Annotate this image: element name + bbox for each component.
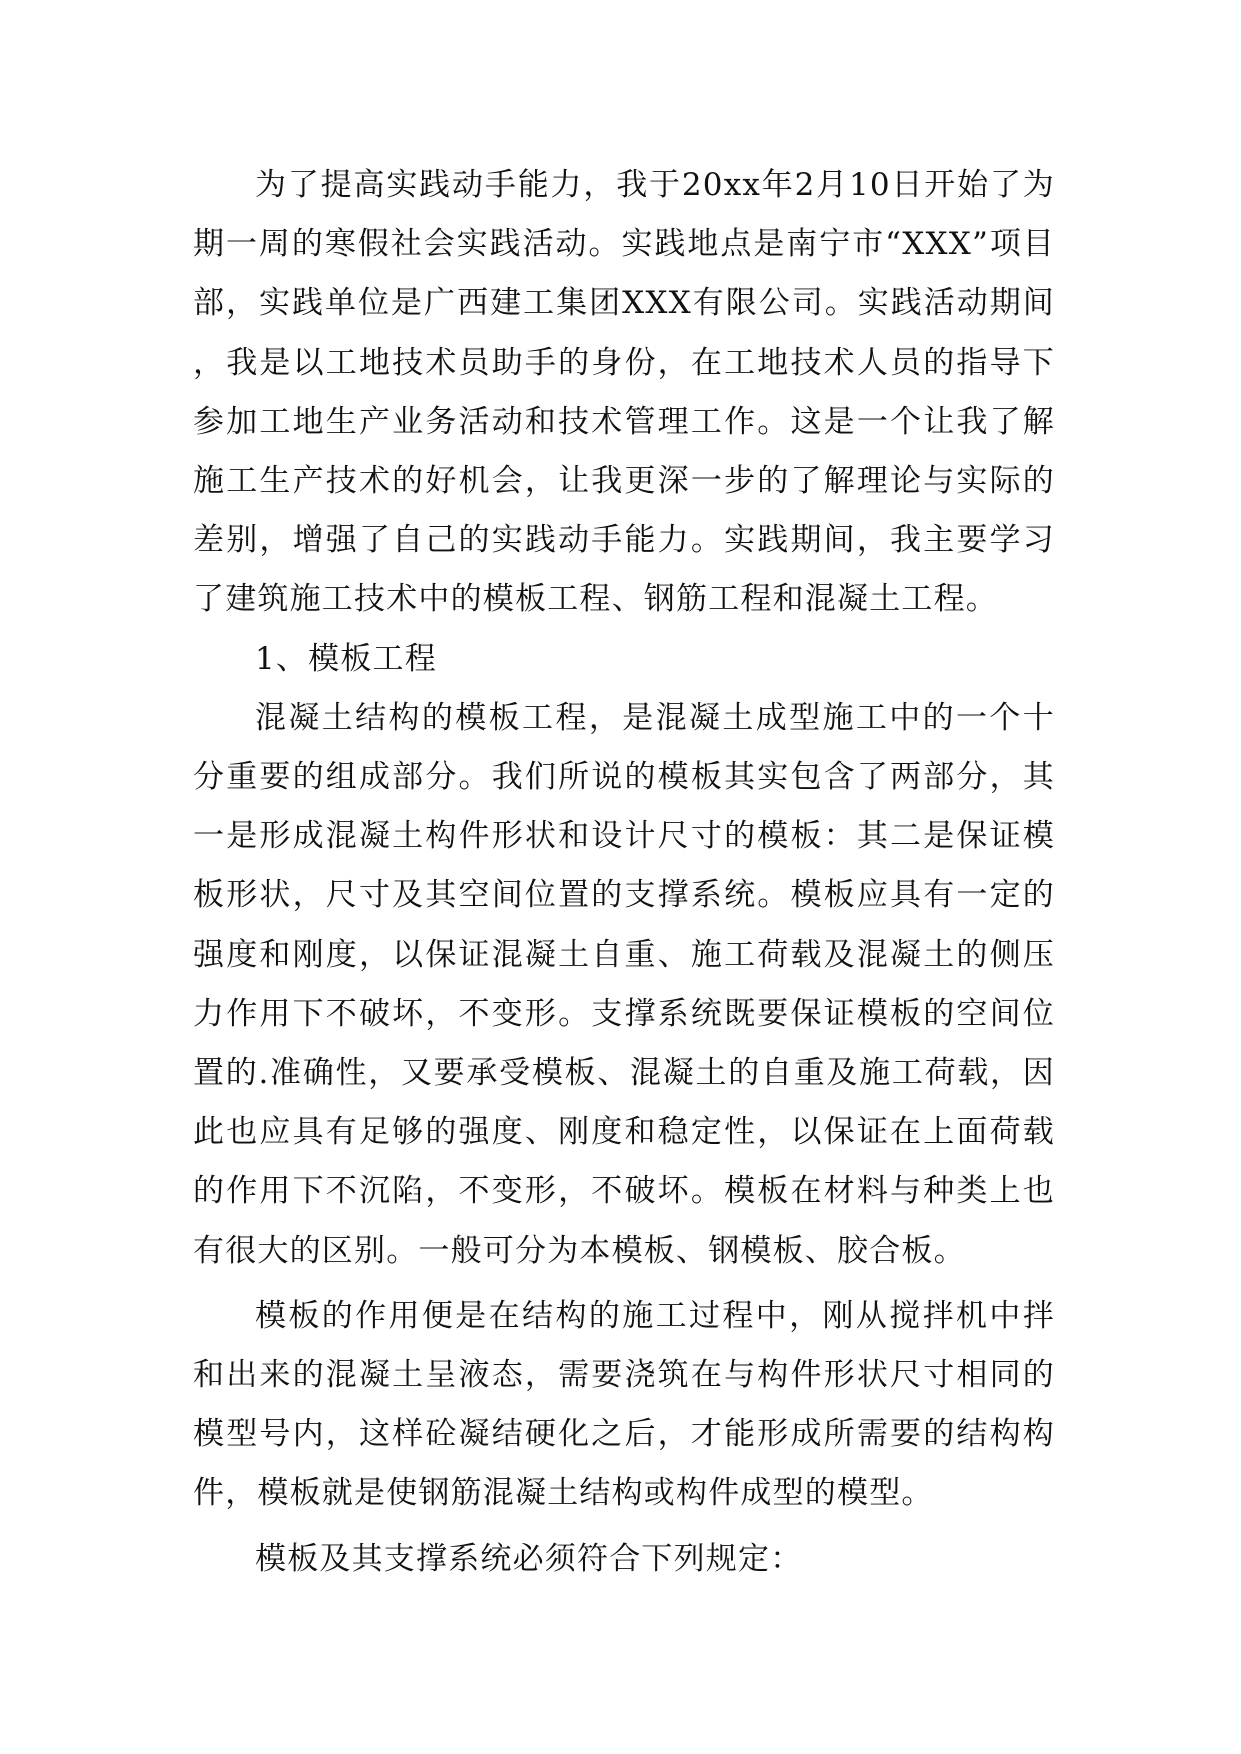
- paragraph-formwork-purpose: 模板的作用便是在结构的施工过程中，刚从搅拌机中拌和出来的混凝土呈液态，需要浇筑在与构件形状尺寸相同的模型号内，这样砼凝结硬化之后，才能形成所需要的结构构件，模板就是使钢筋混凝土结构或构件成型的模型。: [193, 1297, 1055, 1512]
- paragraph-formwork-rules: 模板及其支撑系统必须符合下列规定：: [255, 1540, 803, 1577]
- paragraph-formwork-overview: 混凝土结构的模板工程，是混凝土成型施工中的一个十分重要的组成部分。我们所说的模板其实包含了两部分，其一是形成混凝土构件形状和设计尺寸的模板：其二是保证模板形状，尺寸及其空间位置的支撑系统。模板应具有一定的强度和刚度，以保证混凝土自重、施工荷载及混凝土的侧压力作用下不破坏，不变形。支撑系统既要保证模板的空间位置的.准确性，又要承受模板、混凝土的自重及施工荷载，因此也应具有足够的强度、刚度和稳定性，以保证在上面荷载的作用下不沉陷，不变形，不破坏。模板在材料与种类上也有很大的区别。一般可分为本模板、钢模板、胶合板。: [193, 699, 1055, 1269]
- paragraph-intro: 为了提高实践动手能力，我于20xx年2月10日开始了为期一周的寒假社会实践活动。实践地点是南宁市“XXX”项目部，实践单位是广西建工集团XXX有限公司。实践活动期间，我是以工地技术员助手的身份，在工地技术人员的指导下参加工地生产业务活动和技术管理工作。这是一个让我了解施工生产技术的好机会，让我更深一步的了解理论与实际的差别，增强了自己的实践动手能力。实践期间，我主要学习了建筑施工技术中的模板工程、钢筋工程和混凝土工程。: [193, 167, 1055, 618]
- document-body: [193, 156, 1055, 1589]
- section-heading-formwork: 1、模板工程: [255, 640, 437, 677]
